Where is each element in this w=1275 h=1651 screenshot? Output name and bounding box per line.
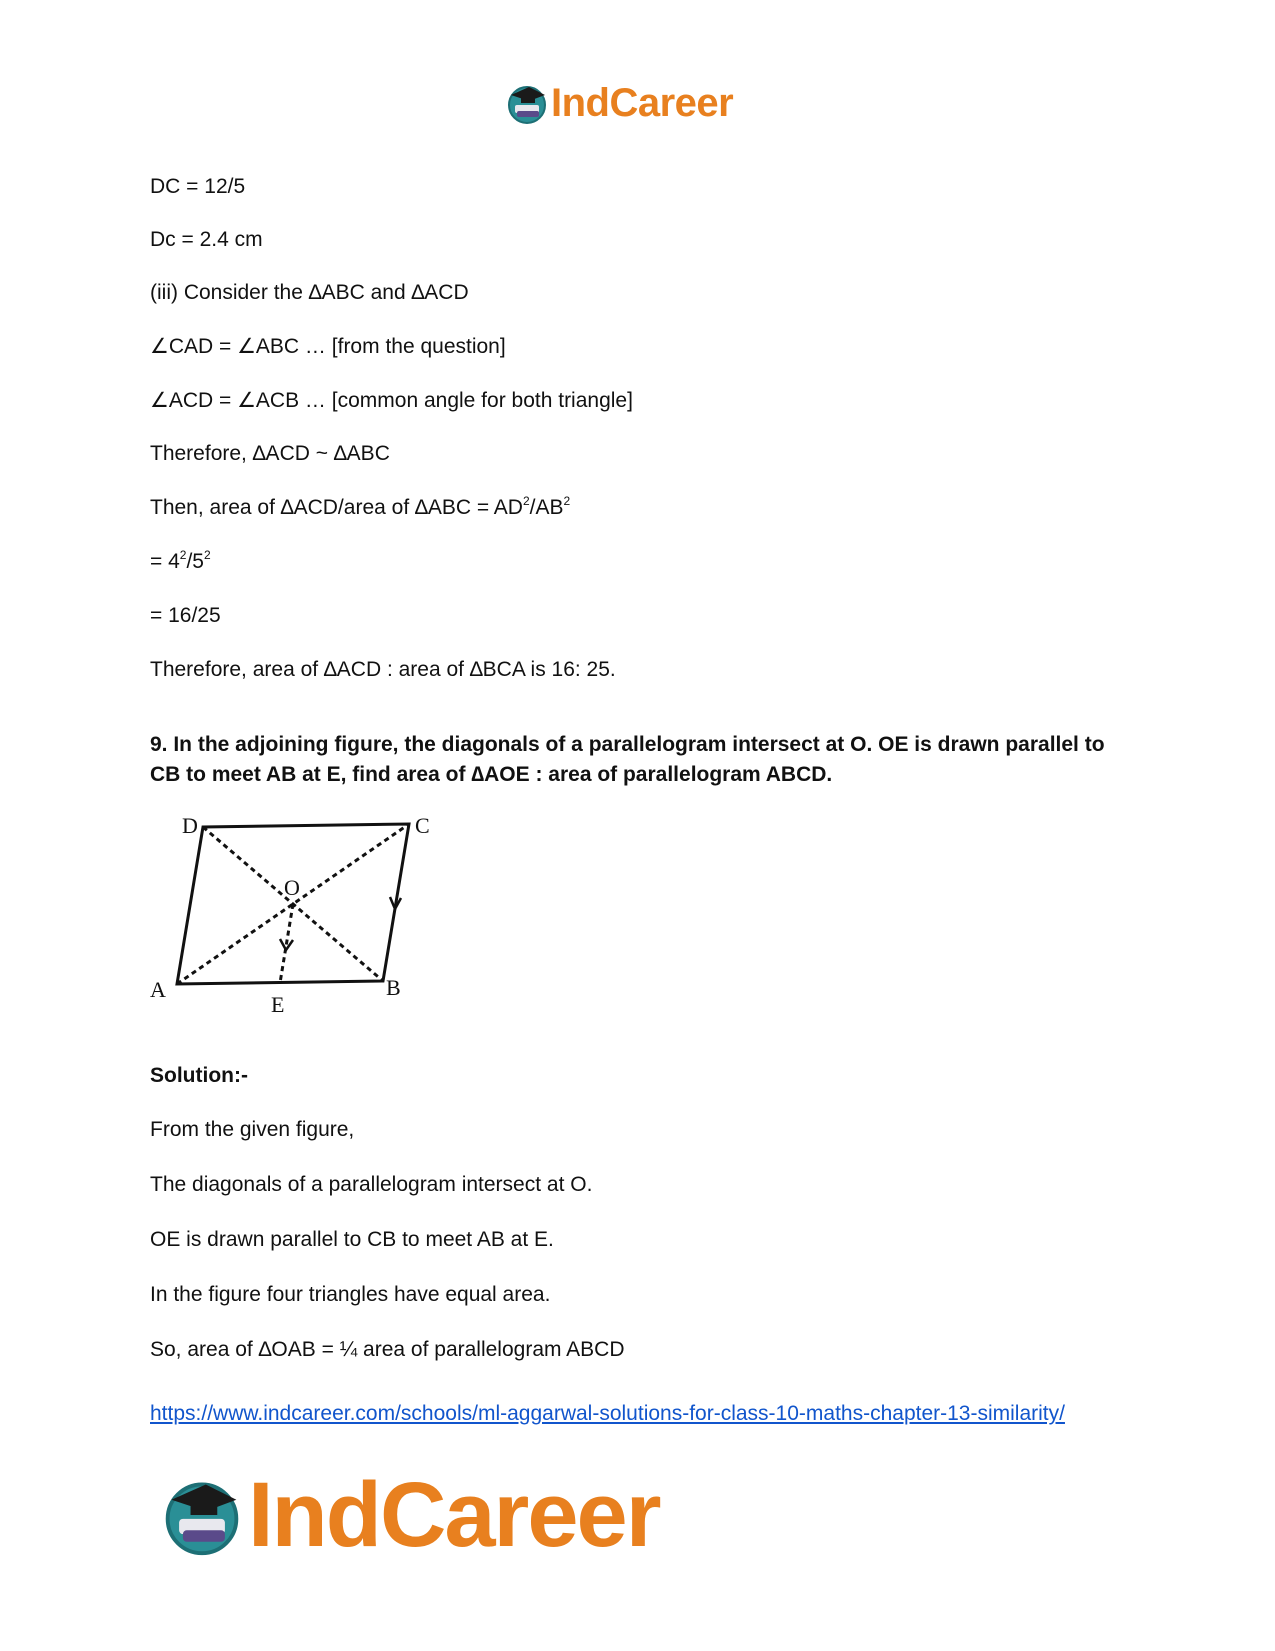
text-line: = 16/25 — [150, 604, 221, 627]
header-logo — [505, 80, 733, 126]
text-line: ∠CAD = ∠ABC … [from the question] — [150, 335, 506, 358]
text-line: So, area of ∆OAB = ¼ area of parallelogram ABCD — [150, 1338, 625, 1361]
footer-logo — [160, 1463, 660, 1566]
globe-cap-icon — [505, 81, 549, 125]
equation-line — [150, 549, 211, 575]
label-b: B — [386, 975, 401, 1000]
text-line: ∠ACD = ∠ACB … [common angle for both triangle] — [150, 389, 633, 412]
text-line: OE is drawn parallel to CB to meet AB at E. — [150, 1228, 554, 1251]
solution-heading: Solution:- — [150, 1064, 248, 1087]
label-d: D — [182, 815, 198, 838]
text-line: (iii) Consider the ∆ABC and ∆ACD — [150, 281, 469, 304]
label-c: C — [415, 815, 430, 838]
exponent: 2 — [203, 548, 211, 562]
question-text: 9. In the adjoining figure, the diagonals of a parallelogram intersect at O. OE is drawn parallel to CB to meet AB at E, find area of ∆AOE : area of parallelogram ABCD. — [150, 733, 1105, 786]
eq-part: Then, area of ∆ACD/area of ∆ABC = AD — [150, 496, 523, 519]
brand-name: IndCareer — [551, 80, 734, 125]
exponent: 2 — [522, 494, 530, 508]
parallelogram-figure — [150, 815, 450, 1015]
text-line: In the figure four triangles have equal area. — [150, 1283, 551, 1306]
eq-part: /5 — [186, 550, 204, 573]
exponent: 2 — [563, 494, 571, 508]
label-o: O — [284, 875, 300, 900]
text-line: DC = 12/5 — [150, 175, 246, 198]
eq-part: = 4 — [150, 550, 180, 573]
label-e: E — [271, 992, 285, 1015]
eq-part: /AB — [529, 496, 564, 519]
text-line: From the given figure, — [150, 1118, 355, 1141]
brand-name: IndCareer — [248, 1463, 660, 1566]
label-a: A — [150, 977, 166, 1002]
equation-line — [150, 495, 570, 521]
text-line: Dc = 2.4 cm — [150, 228, 263, 251]
exponent: 2 — [179, 548, 187, 562]
source-link[interactable]: https://www.indcareer.com/schools/ml-aggarwal-solutions-for-class-10-maths-chapter-13-similarity/ — [150, 1402, 1065, 1425]
text-line: Therefore, area of ∆ACD : area of ∆BCA is 16: 25. — [150, 658, 616, 681]
globe-cap-icon — [160, 1473, 244, 1557]
text-line: Therefore, ∆ACD ~ ∆ABC — [150, 442, 390, 465]
text-line: The diagonals of a parallelogram intersect at O. — [150, 1173, 593, 1196]
